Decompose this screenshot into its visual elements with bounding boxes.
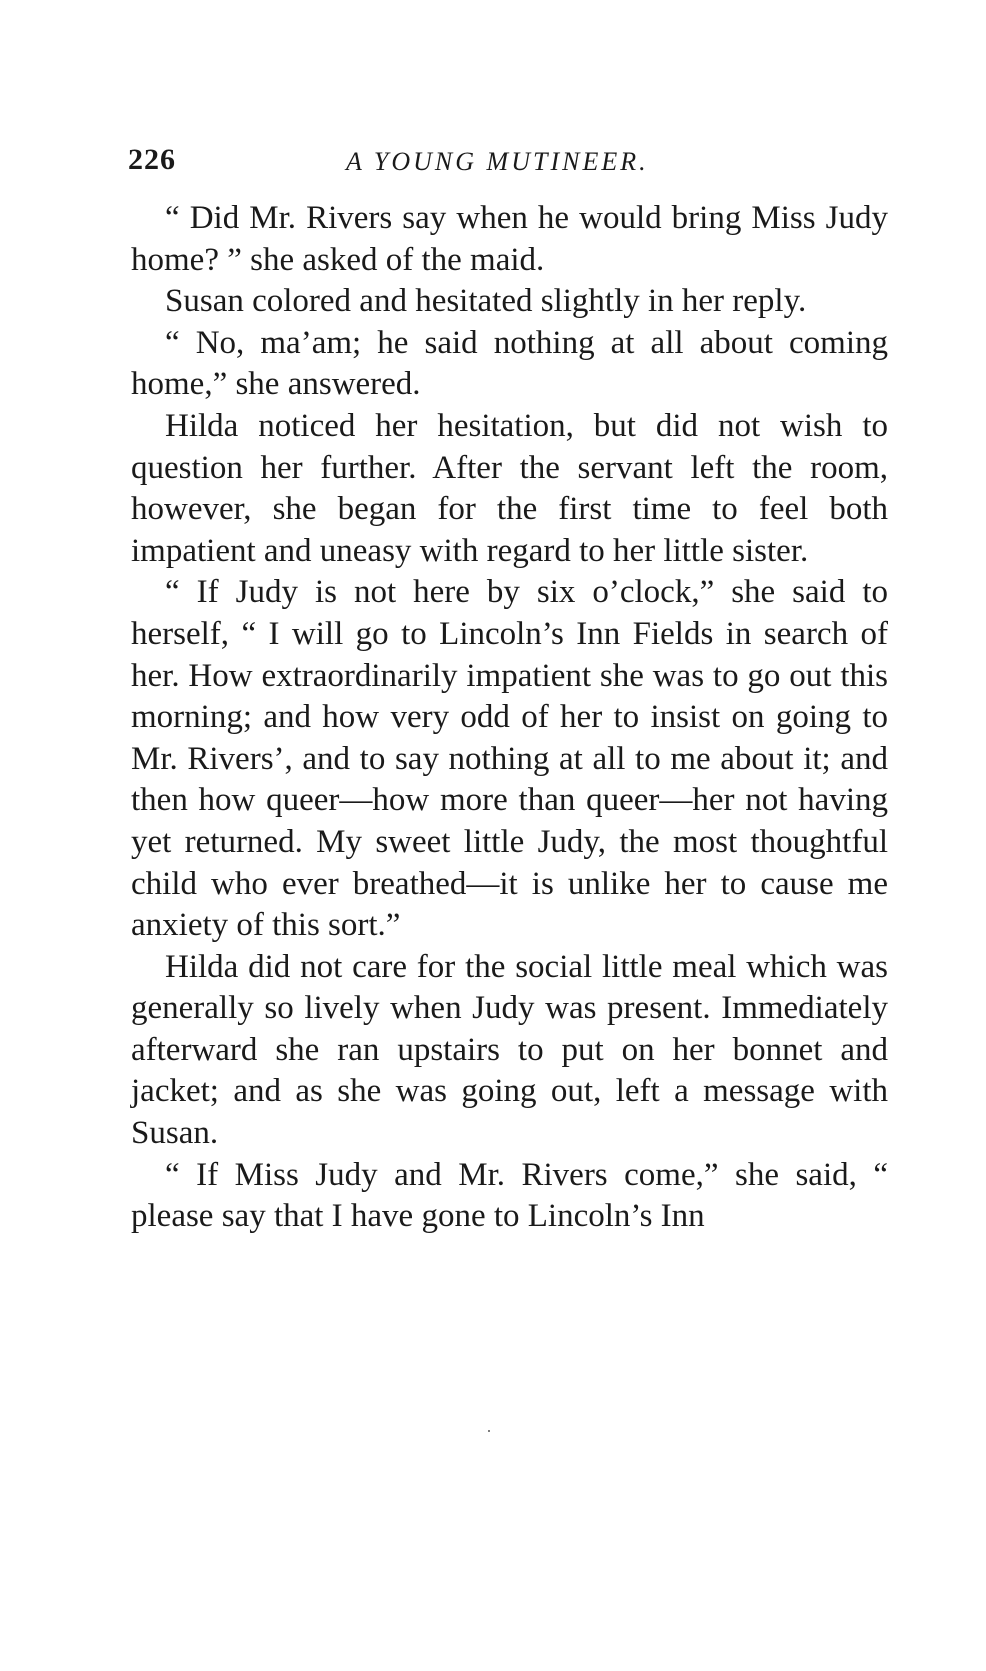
paragraph: Susan colored and hesitated slightly in her reply. (165, 283, 807, 320)
paragraph: “ If Miss Judy and Mr. Rivers come,” she said, “ please say that I have gone to Lincoln’s Inn (131, 1156, 888, 1235)
paragraph: Hilda did not care for the social little meal which was generally so lively when Judy was present. Immediately afterward she ran upstairs to put on her bonnet and jacket; and as she was going out, left a message with Susan. (131, 948, 888, 1152)
paragraph: “ Did Mr. Rivers say when he would bring Miss Judy home? ” she asked of the maid. (131, 200, 888, 278)
running-head (128, 143, 888, 183)
running-title: A YOUNG MUTINEER. (346, 147, 649, 176)
body-text (131, 198, 888, 1238)
paragraph: “ No, ma’am; he said nothing at all about coming home,” she answered. (131, 324, 888, 403)
paragraph: Hilda noticed her hesitation, but did not wish to question her further. After the servant left the room, however, she began for the first time to feel both impatient and uneasy with regard to her little sister. (131, 407, 888, 569)
ink-speck (488, 1430, 490, 1432)
page-number: 226 (128, 143, 176, 176)
paragraph: “ If Judy is not here by six o’clock,” she said to herself, “ I will go to Lincoln’s Inn Fields in search of her. How extraordinarily impatient she was to go out this morning; and how very odd of her to insist on going to Mr. Rivers’, and to say nothing at all to me about it; and then how queer—how more than queer—her not having yet returned. My sweet little Judy, the most thoughtful child who ever breathed—it is unlike her to cause me anxiety of this sort.” (131, 574, 888, 944)
